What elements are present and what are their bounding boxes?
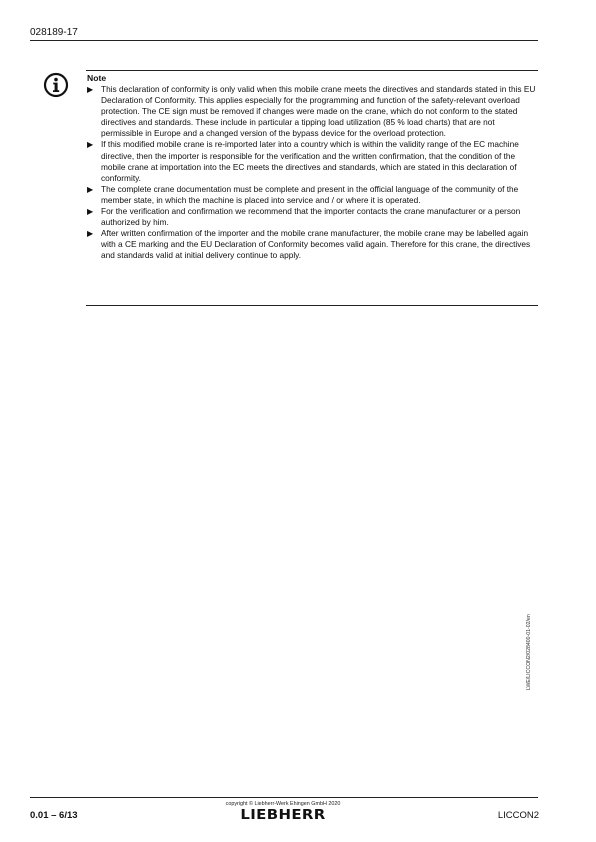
note-title: Note	[87, 73, 107, 83]
note-item	[86, 139, 538, 183]
note-bottom-divider	[86, 305, 538, 306]
note-block	[86, 72, 538, 262]
note-item-text: This declaration of conformity is only valid when this mobile crane meets the directives and standards stated in this EU Declaration of Conformity. This applies especially for the programming and function of the safety-relevant overload protection. The CE sign must be removed if changes were made on the crane, which do not conform to the stated directives and standards. These include in particular a tipping load utilization (85 % load charts) that are not permissible in Europe and a changed version of the bypass device for the overload protection.	[101, 84, 536, 139]
footer-divider	[30, 797, 538, 798]
note-item	[86, 228, 538, 261]
header-divider	[30, 40, 538, 41]
note-item	[86, 206, 538, 228]
note-top-divider	[86, 70, 538, 71]
triangle-bullet-icon: ▶	[87, 229, 94, 239]
triangle-bullet-icon: ▶	[87, 184, 94, 194]
info-icon	[43, 72, 69, 98]
system-name: LICCON2	[497, 810, 539, 821]
note-list	[86, 84, 538, 262]
triangle-bullet-icon: ▶	[87, 207, 94, 217]
page-reference: 0.01 – 6/13	[30, 810, 78, 821]
note-item-text: For the verification and confirmation we recommend that the importer contacts the crane manufacturer or a person authorized by him.	[101, 206, 521, 228]
note-item	[86, 184, 538, 206]
note-item	[86, 84, 538, 139]
note-item-text: If this modified mobile crane is re-imported later into a country which is within the validity range of the EC machine directive, then the importer is responsible for the verification and the written confirmation, that the condition of the mobile crane at importation into the EC meets the directives and standards, which are stated in this declaration of conformity.	[101, 139, 519, 183]
liebherr-logo: LIEBHERR	[240, 808, 326, 823]
document-number: 028189-17	[30, 27, 78, 38]
copyright-text: copyright © Liebherr-Werk Ehingen GmbH 2020	[225, 801, 341, 807]
side-document-code: LWE/LICCON2/028400-01-02/en	[526, 614, 532, 690]
note-item-text: After written confirmation of the importer and the mobile crane manufacturer, the mobile crane may be labelled again with a CE marking and the EU Declaration of Conformity becomes valid again. Therefore for this crane, the directives and standards valid at initial delivery continue to apply.	[101, 228, 531, 261]
triangle-bullet-icon: ▶	[87, 140, 94, 150]
note-item-text: The complete crane documentation must be complete and present in the official language of the community of the member state, in which the machine is placed into service and / or where it is operated.	[101, 183, 519, 205]
triangle-bullet-icon: ▶	[87, 85, 94, 94]
